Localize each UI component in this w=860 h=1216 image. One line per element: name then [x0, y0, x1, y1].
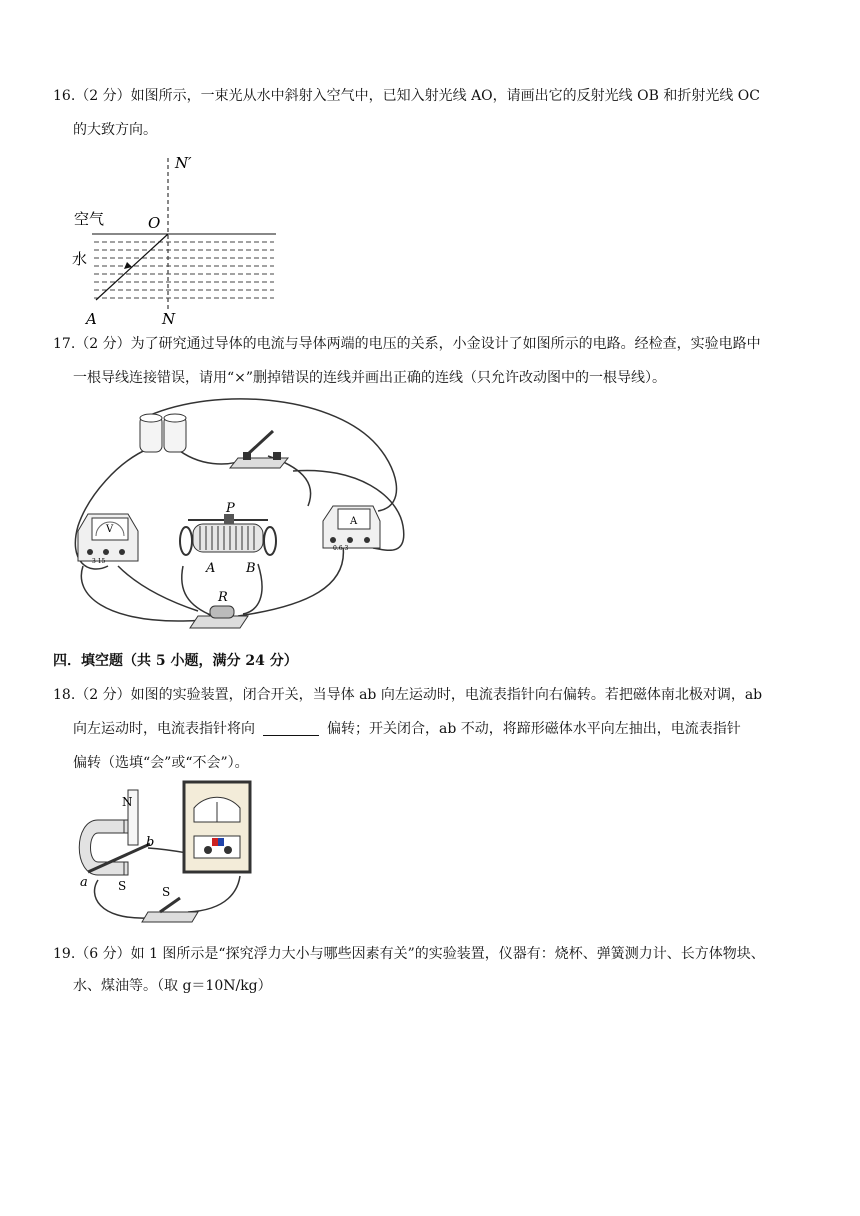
label-a: A — [86, 310, 97, 328]
v-terminal-labels: 3 15 — [92, 558, 106, 565]
q19-text-line1: 19.（6 分）如 1 图所示是“探究浮力大小与哪些因素有关”的实验装置，仪器有：烧杯、弹簧测力计、长方体物块、 — [53, 946, 765, 962]
q16-text-line2: 的大致方向。 — [73, 122, 157, 138]
q18-text-line2 — [73, 719, 741, 739]
label-n-prime: N′ — [175, 154, 192, 172]
label-s: S — [118, 879, 127, 893]
q17-text-line2: 一根导线连接错误，请用“×”删掉错误的连线并画出正确的连线（只允许改动图中的一根导线）。 — [73, 370, 667, 386]
label-n: N — [122, 795, 133, 809]
q18-text-line1: 18.（2 分）如图的实验装置，闭合开关，当导体 ab 向左运动时，电流表指针向右偏转。若把磁体南北极对调，ab — [53, 687, 763, 703]
label-a: a — [80, 875, 88, 890]
q17-circuit-figure — [68, 396, 418, 642]
label-air: 空气 — [74, 210, 105, 228]
label-p: P — [226, 501, 235, 516]
label-water: 水 — [72, 250, 88, 268]
label-n: N — [162, 310, 176, 328]
q18-induction-figure — [68, 780, 288, 930]
q16-text-line1: 16.（2 分）如图所示，一束光从水中斜射入空气中，已知入射光线 AO，请画出它的反射光线 OB 和折射光线 OC — [53, 88, 760, 104]
label-r: R — [218, 590, 228, 605]
q19-text-line2: 水、煤油等。（取 g＝10N/kg） — [73, 978, 272, 994]
q18-line2-before: 向左运动时，电流表指针将向 — [73, 721, 255, 737]
a-terminal-labels: 0.6 3 — [333, 545, 349, 552]
label-a-meter: A — [350, 516, 358, 527]
label-switch-s: S — [162, 885, 171, 899]
q17-text-line1: 17.（2 分）为了研究通过导体的电流与导体两端的电压的关系，小金设计了如图所示的电路。经检查，实验电路中 — [53, 336, 761, 352]
label-b: b — [146, 835, 155, 850]
label-v: V — [106, 524, 114, 535]
label-a-terminal: A — [206, 561, 216, 576]
answer-blank[interactable] — [263, 721, 319, 736]
q16-refraction-figure — [68, 148, 288, 330]
section-heading: 四．填空题（共 5 小题，满分 24 分） — [53, 653, 298, 669]
q18-text-line3: 偏转（选填“会”或“不会”）。 — [73, 755, 249, 771]
q18-line2-after: 偏转；开关闭合，ab 不动，将蹄形磁体水平向左抽出，电流表指针 — [327, 721, 741, 737]
label-b-terminal: B — [246, 561, 256, 576]
label-o: O — [148, 214, 161, 232]
